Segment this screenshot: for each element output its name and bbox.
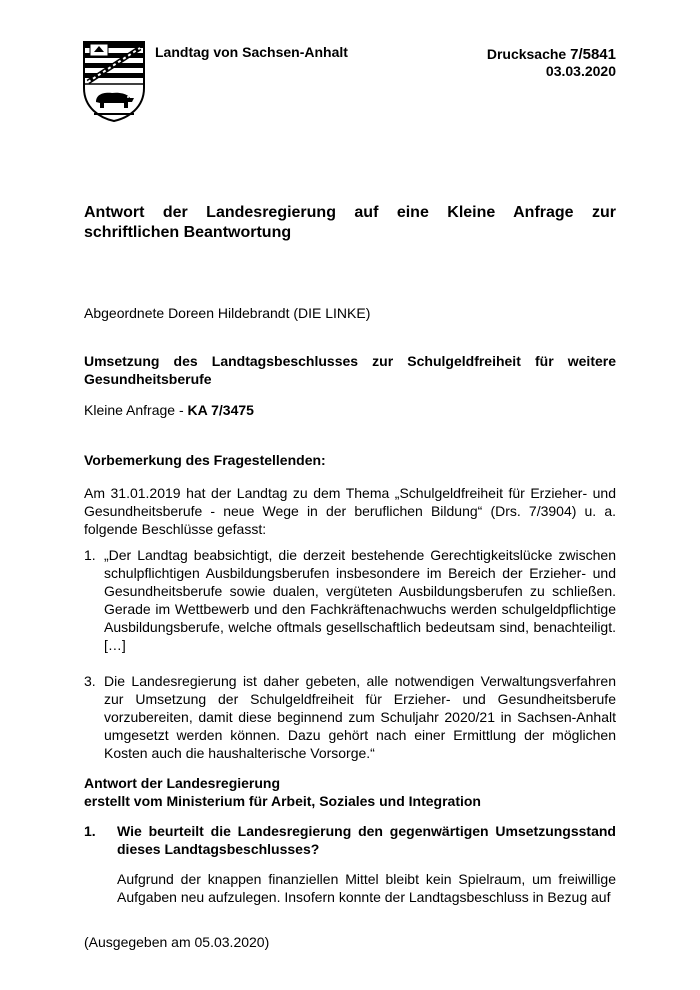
question-text: Wie beurteilt die Landesregierung den gegenwärtigen Umsetzungsstand dieses Landtagsbeschlusses? (117, 823, 616, 857)
preliminary-remark-text: Am 31.01.2019 hat der Landtag zu dem Thema „Schulgeldfreiheit für Erzieher- und Gesundheitsberufe - neue Wege in der beruflichen Bildung“ (Drs. 7/3904) u. a. folgende Beschlüsse gefasst: (84, 485, 616, 537)
drucksache-label: Drucksache (486, 46, 567, 62)
document-title: Antwort der Landesregierung auf eine Kleine Anfrage zur schriftlichen Beantwortung (84, 204, 616, 241)
inquiry-label: Kleine Anfrage - (84, 402, 188, 418)
question-number: 1. (84, 823, 96, 839)
document-date: 03.03.2020 (545, 63, 616, 79)
list-item-text: „Der Landtag beabsichtigt, die derzeit bestehende Gerechtigkeitslücke zwischen schulpflichtigen Ausbildungsberufen insbesondere im Bereich der Erzieher- und Gesundheitsberufe sowie dualen, vergüteten Ausbildungsberufen zu schließen. Gerade im Wettbewerb und den Fachkräftenachwuchs werden schulgeldpflichtige Ausbildungsberufe, welche oftmals gesellschaftlich bedeutsam sind, benachteiligt. […] (104, 547, 616, 653)
coat-of-arms-logo (82, 40, 146, 122)
inquiry-reference (84, 401, 254, 419)
resolution-list (84, 546, 616, 762)
list-item (84, 672, 616, 762)
answer-heading: Antwort der Landesregierung (84, 775, 281, 791)
preliminary-remark-heading: Vorbemerkung des Fragestellenden: (84, 452, 326, 468)
inquiry-number: KA 7/3475 (187, 402, 254, 418)
printed-matter-info (487, 46, 616, 80)
answer-subheading: erstellt vom Ministerium für Arbeit, Soziales und Integration (84, 793, 481, 809)
list-item-number: 3. (84, 673, 96, 689)
answer-text: Aufgrund der knappen finanziellen Mittel bleibt kein Spielraum, um freiwillige Aufgaben neu aufzulegen. Insofern konnte der Landtagsbeschluss in Bezug auf (117, 871, 616, 905)
question-1 (84, 822, 616, 858)
parliament-name: Landtag von Sachsen-Anhalt (155, 44, 348, 60)
answer-heading-block (84, 774, 481, 810)
list-item (84, 546, 616, 654)
drucksache-number: 7/5841 (570, 46, 616, 63)
subject-heading: Umsetzung des Landtagsbeschlusses zur Schulgeldfreiheit für weitere Gesundheitsberufe (84, 353, 616, 387)
issued-date-footer: (Ausgegeben am 05.03.2020) (84, 934, 270, 950)
list-item-number: 1. (84, 547, 96, 563)
author-line: Abgeordnete Doreen Hildebrandt (DIE LINKE) (84, 305, 371, 321)
list-item-text: Die Landesregierung ist daher gebeten, alle notwendigen Verwaltungsverfahren zur Umsetzung der Schulgeldfreiheit für Erzieher- und Gesundheitsberufe vorzubereiten, damit diese beginnend zum Schuljahr 2020/21 in Sachsen-Anhalt umgesetzt werden können. Dazu gehört nach einer Ermittlung der möglichen Kosten auch die haushalterische Vorsorge.“ (104, 673, 616, 761)
